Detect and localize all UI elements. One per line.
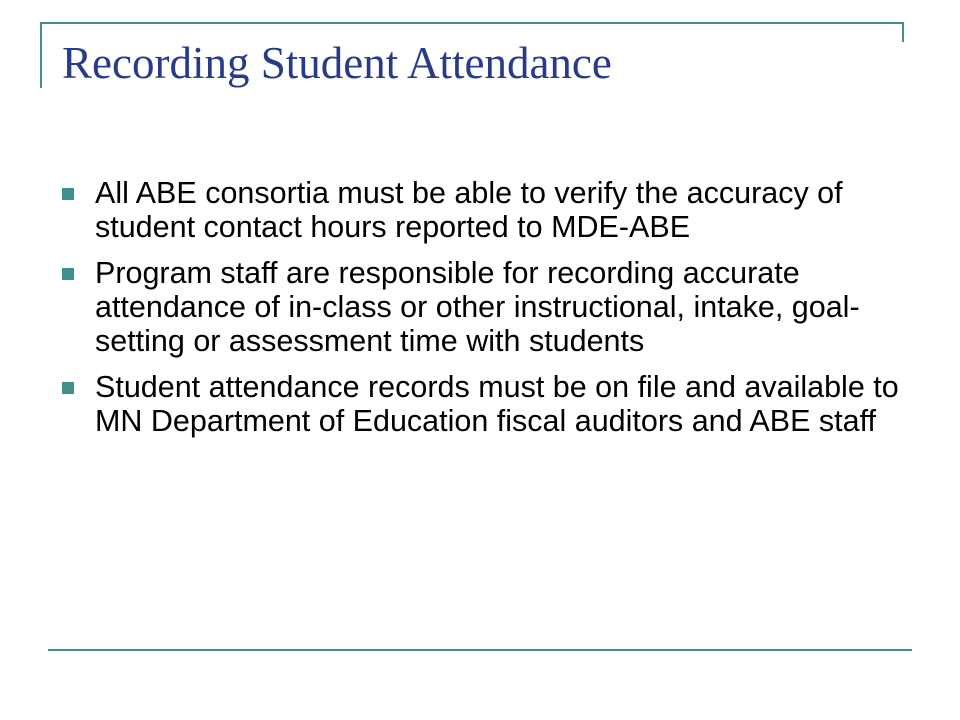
bullet-item [62,370,902,438]
bullet-item [62,256,902,358]
bullet-list [62,176,902,450]
bullet-text: All ABE consortia must be able to verify the accuracy of student contact hours reported to MDE-ABE [95,176,843,244]
frame-left-rule [40,22,42,88]
bullet-text: Student attendance records must be on file and available to MN Department of Education fiscal auditors and ABE staff [95,370,899,438]
square-bullet-icon [62,268,74,280]
frame-top-rule [40,22,904,24]
bullet-item [62,176,902,244]
frame-right-tick [902,22,904,42]
bullet-text: Program staff are responsible for recording accurate attendance of in-class or other instructional, intake, goal-setting or assessment time with students [95,256,860,358]
square-bullet-icon [62,188,74,200]
slide-title: Recording Student Attendance [62,38,612,88]
square-bullet-icon [62,382,74,394]
frame-bottom-rule [48,649,912,651]
